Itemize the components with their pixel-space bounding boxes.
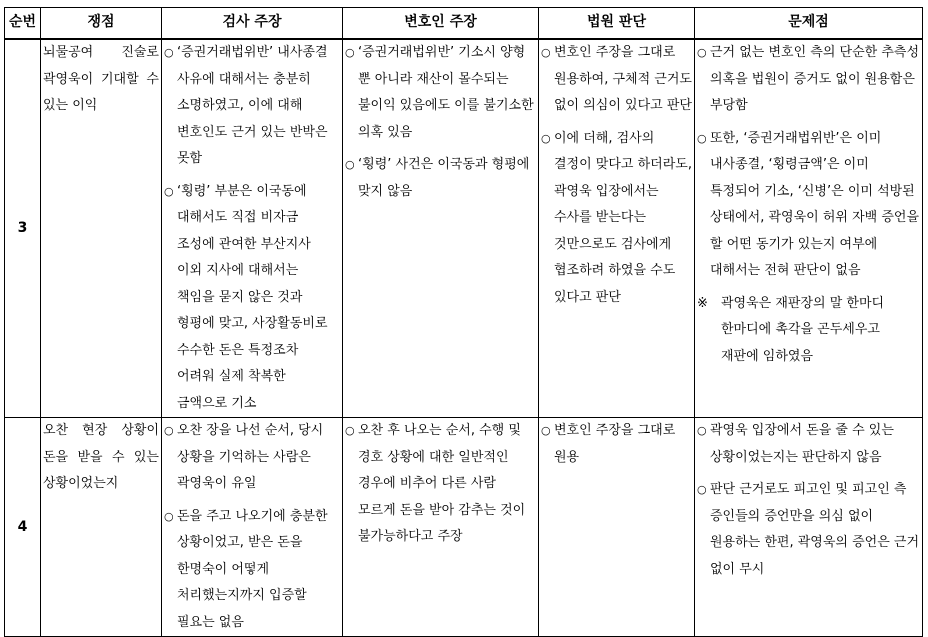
defense-cell xyxy=(343,39,539,418)
bullet-mark: ○ xyxy=(345,158,355,171)
header-issue: 쟁점 xyxy=(41,8,162,40)
problem-item: ○ 곽영욱 입장에서 돈을 줄 수 있는 상황이었는지는 판단하지 않음 xyxy=(697,418,920,471)
defense-item: ○ 오찬 후 나오는 순서, 수행 및 경호 상황에 대한 일반적인 경우에 비추어 다른 사람 모르게 돈을 받아 감추는 것이 불가능하다고 주장 xyxy=(345,418,536,551)
table-row-3 xyxy=(5,39,923,418)
bullet-mark: ○ xyxy=(164,424,174,437)
defense-item: ○ ‘횡령’ 사건은 이국동과 형평에 맞지 않음 xyxy=(345,152,536,205)
bullet-mark: ○ xyxy=(345,424,355,437)
note-mark: ※ xyxy=(697,295,708,311)
row-number: 4 xyxy=(5,418,41,637)
bullet-mark: ○ xyxy=(164,184,174,198)
bullet-mark: ○ xyxy=(345,46,355,59)
bullet-mark: ○ xyxy=(697,46,707,59)
bullet-mark: ○ xyxy=(697,424,707,437)
table-row-4 xyxy=(5,418,923,637)
bullet-mark: ○ xyxy=(541,424,551,437)
prosecution-item: ○ 오찬 장을 나선 순서, 당시 상황을 기억하는 사람은 곽영욱이 유일 xyxy=(164,418,340,498)
problem-cell xyxy=(695,418,923,637)
bullet-mark: ○ xyxy=(164,46,174,59)
bullet-mark: ○ xyxy=(541,46,551,59)
prosecution-item: ○ 돈을 주고 나오기에 충분한 상황이었고, 받은 돈을 한명숙이 어떻게 처리했는지까지 입증할 필요는 없음 xyxy=(164,504,340,637)
document-page xyxy=(4,7,922,637)
defense-item: ○ ‘증권거래법위반’ 기소시 양형 뿐 아니라 재산이 몰수되는 불이익 있음에도 이를 불기소한 의혹 있음 xyxy=(345,40,536,146)
court-item: ○ 변호인 주장을 그대로 원용 xyxy=(541,418,692,471)
header-row xyxy=(5,8,923,40)
prosecution-cell xyxy=(162,39,343,418)
court-item: ○ 변호인 주장을 그대로 원용하여, 구체적 근거도 없이 의심이 있다고 판단 xyxy=(541,40,692,120)
row-number: 3 xyxy=(5,39,41,418)
prosecution-item: ○ ‘횡령’ 부분은 이국동에 대해서도 직접 비자금 조성에 관여한 부산지사 이외 지사에 대해서는 책임을 묻지 않은 것과 형평에 맞고, 사장활동비로 수수한 돈은 특정조차 어려워 실제 착복한 금액으로 기소 xyxy=(164,179,340,418)
bullet-mark: ○ xyxy=(541,131,551,145)
issue-cell: 뇌물공여 진술로 곽영욱이 기대할 수 있는 이익 xyxy=(41,39,162,418)
prosecution-cell xyxy=(162,418,343,637)
comparison-table xyxy=(4,7,923,637)
bullet-mark: ○ xyxy=(697,483,707,496)
court-item: ○ 이에 더해, 검사의 결정이 맞다고 하더라도, 곽영욱 입장에서는 수사를 받는다는 것만으로도 검사에게 협조하려 하였을 수도 있다고 판단 xyxy=(541,126,692,312)
bullet-mark: ○ xyxy=(697,131,707,145)
defense-cell xyxy=(343,418,539,637)
header-prosecution: 검사 주장 xyxy=(162,8,343,40)
problem-note: ※ 곽영욱은 재판장의 말 한마디 한마디에 촉각을 곤두세우고 재판에 임하였음 xyxy=(697,291,920,371)
issue-cell: 오찬 현장 상황이 돈을 받을 수 있는 상황이었는지 xyxy=(41,418,162,637)
problem-item: ○ 근거 없는 변호인 측의 단순한 추측성 의혹을 법원이 증거도 없이 원용함은 부당함 xyxy=(697,40,920,120)
header-problem: 문제점 xyxy=(695,8,923,40)
court-cell xyxy=(539,418,695,637)
header-defense: 변호인 주장 xyxy=(343,8,539,40)
court-cell xyxy=(539,39,695,418)
problem-item: ○ 판단 근거로도 피고인 및 피고인 측 증인들의 증언만을 의심 없이 원용하는 한편, 곽영욱의 증언은 근거 없이 무시 xyxy=(697,477,920,583)
bullet-mark: ○ xyxy=(164,509,174,523)
header-no: 순번 xyxy=(5,8,41,40)
header-court: 법원 판단 xyxy=(539,8,695,40)
problem-item: ○ 또한, ‘증권거래법위반’은 이미 내사종결, ‘횡령금액’은 이미 특정되어 기소, ‘신병’은 이미 석방된 상태에서, 곽영욱이 허위 자백 증언을 할 어떤 동기가 있는지 여부에 대해서는 전혀 판단이 없음 xyxy=(697,126,920,285)
prosecution-item: ○ ‘증권거래법위반’ 내사종결 사유에 대해서는 충분히 소명하였고, 이에 대해 변호인도 근거 있는 반박은 못함 xyxy=(164,40,340,173)
problem-cell xyxy=(695,39,923,418)
